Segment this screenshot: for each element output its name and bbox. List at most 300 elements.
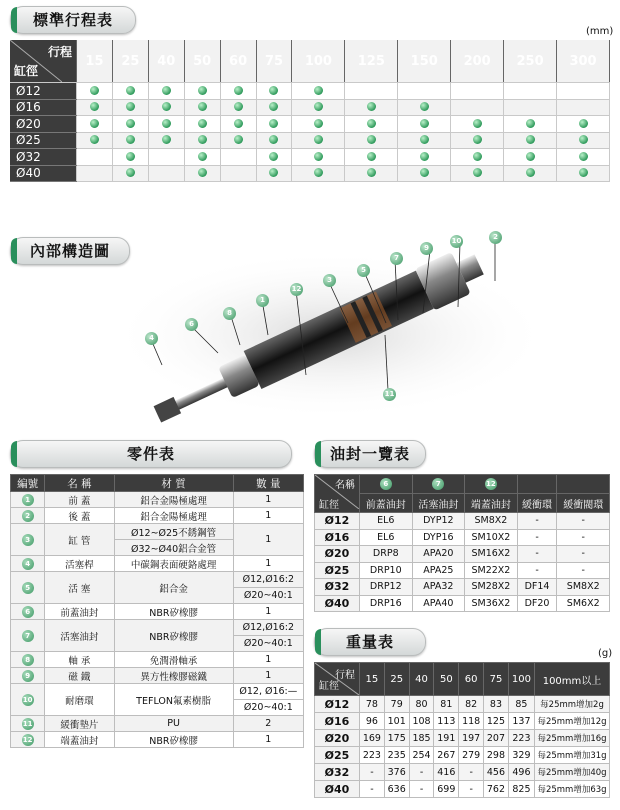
table-row [315, 595, 610, 612]
availability-cell [557, 116, 610, 133]
availability-cell [398, 83, 451, 100]
available-dot-icon [126, 168, 135, 177]
stroke-table [10, 40, 610, 182]
cylinder-diagram [100, 225, 540, 425]
weight-header: 100 [508, 663, 534, 696]
available-dot-icon [367, 152, 376, 161]
part-number [11, 556, 45, 572]
part-qty: Ø12,Ø16:2 [233, 620, 303, 636]
part-qty: 1 [233, 652, 303, 668]
availability-cell [345, 149, 398, 166]
availability-cell [77, 165, 113, 182]
weight-cell: 85 [508, 696, 534, 713]
seal-cell: SM6X2 [557, 595, 610, 612]
available-dot-icon [473, 119, 482, 128]
seal-cell: - [517, 562, 557, 579]
part-number-badge: 12 [486, 480, 496, 488]
seal-cell: APA20 [412, 546, 465, 563]
table-row [315, 513, 610, 530]
availability-cell [220, 132, 256, 149]
seal-cell: EL6 [360, 513, 413, 530]
available-dot-icon [162, 135, 171, 144]
part-name: 活塞油封 [45, 620, 114, 652]
part-number-badge: 2 [22, 510, 34, 522]
seal-table [314, 474, 610, 612]
availability-cell [148, 165, 184, 182]
availability-cell [292, 149, 345, 166]
structure-title: 內部構造圖 [10, 237, 130, 265]
available-dot-icon [90, 119, 99, 128]
weight-cell: - [360, 764, 385, 781]
availability-cell [112, 149, 148, 166]
table-row [315, 562, 610, 579]
part-callout: 4 [145, 332, 158, 345]
part-name: 前 蓋 [45, 492, 114, 508]
parts-header: 材 質 [114, 475, 233, 492]
availability-cell [345, 83, 398, 100]
availability-cell [557, 83, 610, 100]
corner-top: 名稱 [335, 480, 355, 491]
seal-header-badge-cell [412, 475, 465, 494]
availability-cell [292, 132, 345, 149]
seal-cell: SM10X2 [465, 529, 518, 546]
availability-cell [504, 99, 557, 116]
availability-cell [256, 116, 292, 133]
available-dot-icon [526, 135, 535, 144]
weight-cell: 118 [459, 713, 484, 730]
bore-label: Ø20 [315, 546, 360, 563]
seal-cell: SM8X2 [557, 579, 610, 596]
part-number-badge: 9 [22, 670, 34, 682]
availability-cell [504, 116, 557, 133]
bore-label: Ø32 [10, 149, 77, 166]
table-row [11, 492, 304, 508]
part-number-badge: 6 [22, 606, 34, 618]
corner-bottom: 缸徑 [319, 500, 339, 511]
availability-cell [148, 132, 184, 149]
availability-cell [184, 132, 220, 149]
weight-cell: - [459, 764, 484, 781]
part-material: NBR矽橡膠 [114, 604, 233, 620]
available-dot-icon [198, 102, 207, 111]
part-material: PU [114, 716, 233, 732]
table-row [315, 713, 610, 730]
part-qty: Ø20~40:1 [233, 700, 303, 716]
availability-cell [504, 165, 557, 182]
availability-cell [112, 116, 148, 133]
availability-cell [504, 149, 557, 166]
weight-cell: 每25mm增加40g [535, 764, 610, 781]
weight-header: 100mm以上 [535, 663, 610, 696]
part-number [11, 572, 45, 604]
available-dot-icon [269, 152, 278, 161]
availability-cell [148, 83, 184, 100]
availability-cell [504, 83, 557, 100]
availability-cell [112, 83, 148, 100]
availability-cell [220, 83, 256, 100]
bore-label: Ø16 [10, 99, 77, 116]
available-dot-icon [526, 119, 535, 128]
availability-cell [220, 149, 256, 166]
available-dot-icon [314, 102, 323, 111]
bore-label: Ø25 [315, 562, 360, 579]
table-row [315, 730, 610, 747]
weight-cell: 298 [484, 747, 509, 764]
seal-cell: - [517, 513, 557, 530]
available-dot-icon [162, 119, 171, 128]
seal-cell: - [557, 562, 610, 579]
seal-cell: SM16X2 [465, 546, 518, 563]
stroke-header: 300 [557, 40, 610, 83]
weight-cell: 235 [384, 747, 409, 764]
bore-label: Ø20 [10, 116, 77, 133]
table-row [315, 546, 610, 563]
available-dot-icon [198, 168, 207, 177]
weight-cell: 329 [508, 747, 534, 764]
weight-header: 75 [484, 663, 509, 696]
available-dot-icon [269, 119, 278, 128]
bore-label: Ø40 [10, 165, 77, 182]
bore-label: Ø16 [315, 529, 360, 546]
available-dot-icon [526, 152, 535, 161]
weight-cell: 185 [409, 730, 434, 747]
seal-cell: SM8X2 [465, 513, 518, 530]
part-number [11, 684, 45, 716]
table-row [11, 716, 304, 732]
part-material: Ø12~Ø25不銹鋼管 [114, 524, 233, 540]
seal-header-badge-cell [517, 475, 557, 494]
part-number [11, 652, 45, 668]
weight-cell: 762 [484, 781, 509, 798]
weight-cell: 223 [360, 747, 385, 764]
weight-cell: 207 [484, 730, 509, 747]
stroke-header: 15 [77, 40, 113, 83]
weight-header: 60 [459, 663, 484, 696]
available-dot-icon [198, 152, 207, 161]
seal-header: 緩衝環 [517, 494, 557, 513]
availability-cell [451, 83, 504, 100]
seal-cell: - [557, 546, 610, 563]
part-qty: 1 [233, 668, 303, 684]
availability-cell [256, 132, 292, 149]
availability-cell [292, 83, 345, 100]
parts-table [10, 474, 304, 748]
weight-cell: 376 [384, 764, 409, 781]
available-dot-icon [367, 168, 376, 177]
weight-cell: 每25mm增加2g [535, 696, 610, 713]
weight-cell: 108 [409, 713, 434, 730]
availability-cell [451, 165, 504, 182]
weight-table [314, 662, 610, 798]
part-number-badge: 12 [22, 735, 33, 744]
part-callout: 5 [357, 264, 370, 277]
availability-cell [148, 116, 184, 133]
table-row [11, 668, 304, 684]
seal-cell: SM22X2 [465, 562, 518, 579]
weight-cell: 267 [434, 747, 459, 764]
availability-cell [112, 99, 148, 116]
available-dot-icon [126, 152, 135, 161]
weight-title: 重量表 [314, 628, 426, 656]
weight-cell: 416 [434, 764, 459, 781]
available-dot-icon [473, 168, 482, 177]
part-material: 鋁合金陽極處理 [114, 508, 233, 524]
stroke-header: 25 [112, 40, 148, 83]
weight-cell: 456 [484, 764, 509, 781]
availability-cell [77, 132, 113, 149]
part-number [11, 508, 45, 524]
stroke-header: 100 [292, 40, 345, 83]
availability-cell [220, 165, 256, 182]
parts-title: 零件表 [10, 440, 292, 468]
part-callout: 8 [223, 307, 236, 320]
stroke-header: 75 [256, 40, 292, 83]
part-number [11, 620, 45, 652]
available-dot-icon [420, 152, 429, 161]
table-row [10, 149, 610, 166]
weight-cell: - [459, 781, 484, 798]
availability-cell [345, 116, 398, 133]
available-dot-icon [126, 119, 135, 128]
part-callout: 10 [450, 235, 463, 248]
part-number-badge: 10 [22, 695, 33, 704]
weight-cell: 191 [434, 730, 459, 747]
availability-cell [184, 149, 220, 166]
seal-cell: DYP12 [412, 513, 465, 530]
available-dot-icon [314, 86, 323, 95]
part-callout: 1 [256, 294, 269, 307]
table-row [315, 781, 610, 798]
table-row [11, 652, 304, 668]
part-callout: 7 [390, 252, 403, 265]
available-dot-icon [198, 119, 207, 128]
corner-top: 行程 [335, 670, 355, 681]
availability-cell [451, 99, 504, 116]
table-row [315, 747, 610, 764]
available-dot-icon [90, 86, 99, 95]
available-dot-icon [234, 102, 243, 111]
part-qty: 1 [233, 524, 303, 556]
seal-cell: DF20 [517, 595, 557, 612]
bore-label: Ø40 [315, 781, 360, 798]
available-dot-icon [579, 119, 588, 128]
weight-cell: 80 [409, 696, 434, 713]
part-number-badge: 6 [380, 478, 392, 490]
bore-label: Ø20 [315, 730, 360, 747]
availability-cell [112, 132, 148, 149]
available-dot-icon [126, 86, 135, 95]
table-row [10, 165, 610, 182]
availability-cell [184, 165, 220, 182]
part-qty: Ø20~40:1 [233, 588, 303, 604]
seal-cell: - [517, 546, 557, 563]
part-qty: 1 [233, 604, 303, 620]
part-callout: 11 [383, 388, 396, 401]
availability-cell [557, 132, 610, 149]
seal-header-row [315, 475, 610, 494]
part-number-badge: 3 [22, 534, 34, 546]
available-dot-icon [269, 102, 278, 111]
part-material: 中碳鋼表面硬鉻處理 [114, 556, 233, 572]
weight-cell: 279 [459, 747, 484, 764]
available-dot-icon [473, 135, 482, 144]
seal-header-badge-cell [557, 475, 610, 494]
part-number-badge: 7 [22, 630, 34, 642]
available-dot-icon [314, 168, 323, 177]
weight-cell: - [409, 781, 434, 798]
stroke-table-title: 標準行程表 [10, 6, 136, 34]
part-material: 異方性橡膠磁鐵 [114, 668, 233, 684]
part-number-badge: 4 [22, 558, 34, 570]
weight-cell: 78 [360, 696, 385, 713]
stroke-header: 125 [345, 40, 398, 83]
seal-header: 端蓋油封 [465, 494, 518, 513]
table-row [315, 579, 610, 596]
part-material: NBR矽橡膠 [114, 620, 233, 652]
seal-cell: APA32 [412, 579, 465, 596]
available-dot-icon [162, 102, 171, 111]
available-dot-icon [126, 135, 135, 144]
available-dot-icon [367, 119, 376, 128]
part-name: 耐磨環 [45, 684, 114, 716]
available-dot-icon [314, 135, 323, 144]
available-dot-icon [234, 135, 243, 144]
seal-cell: SM36X2 [465, 595, 518, 612]
availability-cell [451, 132, 504, 149]
availability-cell [77, 99, 113, 116]
weight-header-row [315, 663, 610, 696]
weight-header: 25 [384, 663, 409, 696]
part-material: Ø32~Ø40鋁合金管 [114, 540, 233, 556]
availability-cell [256, 99, 292, 116]
table-row [315, 696, 610, 713]
weight-cell: 每25mm增加63g [535, 781, 610, 798]
seal-header: 前蓋油封 [360, 494, 413, 513]
seal-cell: APA25 [412, 562, 465, 579]
availability-cell [292, 165, 345, 182]
availability-cell [77, 149, 113, 166]
parts-header: 編號 [11, 475, 45, 492]
table-row [10, 83, 610, 100]
availability-cell [256, 165, 292, 182]
availability-cell [451, 116, 504, 133]
weight-cell: 699 [434, 781, 459, 798]
availability-cell [398, 116, 451, 133]
availability-cell [557, 165, 610, 182]
stroke-table-corner: 行程 缸徑 [10, 40, 77, 83]
table-row [10, 116, 610, 133]
part-name: 後 蓋 [45, 508, 114, 524]
weight-cell: 125 [484, 713, 509, 730]
part-name: 活塞桿 [45, 556, 114, 572]
parts-header: 數 量 [233, 475, 303, 492]
part-number-badge: 1 [22, 494, 34, 506]
parts-header-row [11, 475, 304, 492]
weight-cell: 81 [434, 696, 459, 713]
available-dot-icon [526, 168, 535, 177]
available-dot-icon [269, 86, 278, 95]
table-row [11, 524, 304, 540]
weight-cell: - [409, 764, 434, 781]
weight-cell: 254 [409, 747, 434, 764]
weight-cell: 每25mm增加31g [535, 747, 610, 764]
stroke-header: 250 [504, 40, 557, 83]
bore-label: Ø16 [315, 713, 360, 730]
stroke-header: 150 [398, 40, 451, 83]
part-number [11, 732, 45, 748]
bore-label: Ø25 [10, 132, 77, 149]
weight-cell: 82 [459, 696, 484, 713]
weight-cell: 496 [508, 764, 534, 781]
part-material: 鋁合金 [114, 572, 233, 604]
availability-cell [345, 132, 398, 149]
availability-cell [256, 149, 292, 166]
availability-cell [184, 116, 220, 133]
seal-cell: - [517, 529, 557, 546]
seal-cell: DRP16 [360, 595, 413, 612]
weight-cell: 137 [508, 713, 534, 730]
part-number-badge: 11 [22, 719, 33, 728]
part-number [11, 716, 45, 732]
stroke-header: 200 [451, 40, 504, 83]
availability-cell [148, 99, 184, 116]
stroke-header: 40 [148, 40, 184, 83]
available-dot-icon [420, 102, 429, 111]
table-row [11, 508, 304, 524]
corner-bottom: 缸徑 [319, 681, 339, 692]
weight-cell: 每25mm增加12g [535, 713, 610, 730]
table-row [315, 764, 610, 781]
part-number [11, 604, 45, 620]
weight-header: 40 [409, 663, 434, 696]
availability-cell [398, 149, 451, 166]
availability-cell [112, 165, 148, 182]
available-dot-icon [234, 119, 243, 128]
available-dot-icon [579, 152, 588, 161]
part-material: 鋁合金陽極處理 [114, 492, 233, 508]
available-dot-icon [473, 152, 482, 161]
seal-header-badge-cell [360, 475, 413, 494]
part-qty: Ø12, Ø16:— [233, 684, 303, 700]
bore-label: Ø12 [10, 83, 77, 100]
availability-cell [292, 116, 345, 133]
availability-cell [220, 99, 256, 116]
bore-label: Ø32 [315, 764, 360, 781]
part-qty: 1 [233, 732, 303, 748]
availability-cell [77, 116, 113, 133]
seal-header-badge-cell [465, 475, 518, 494]
availability-cell [398, 132, 451, 149]
available-dot-icon [126, 102, 135, 111]
bore-label: Ø32 [315, 579, 360, 596]
part-number [11, 524, 45, 556]
available-dot-icon [314, 152, 323, 161]
part-number-badge: 8 [22, 654, 34, 666]
table-row [315, 529, 610, 546]
weight-cell: 825 [508, 781, 534, 798]
bore-label: Ø12 [315, 696, 360, 713]
table-row [10, 99, 610, 116]
part-name: 緩衝墊片 [45, 716, 114, 732]
part-name: 軸 承 [45, 652, 114, 668]
availability-cell [77, 83, 113, 100]
weight-cell: 每25mm增加16g [535, 730, 610, 747]
weight-cell: 83 [484, 696, 509, 713]
seal-cell: EL6 [360, 529, 413, 546]
part-callout: 12 [290, 283, 303, 296]
available-dot-icon [579, 135, 588, 144]
available-dot-icon [420, 168, 429, 177]
